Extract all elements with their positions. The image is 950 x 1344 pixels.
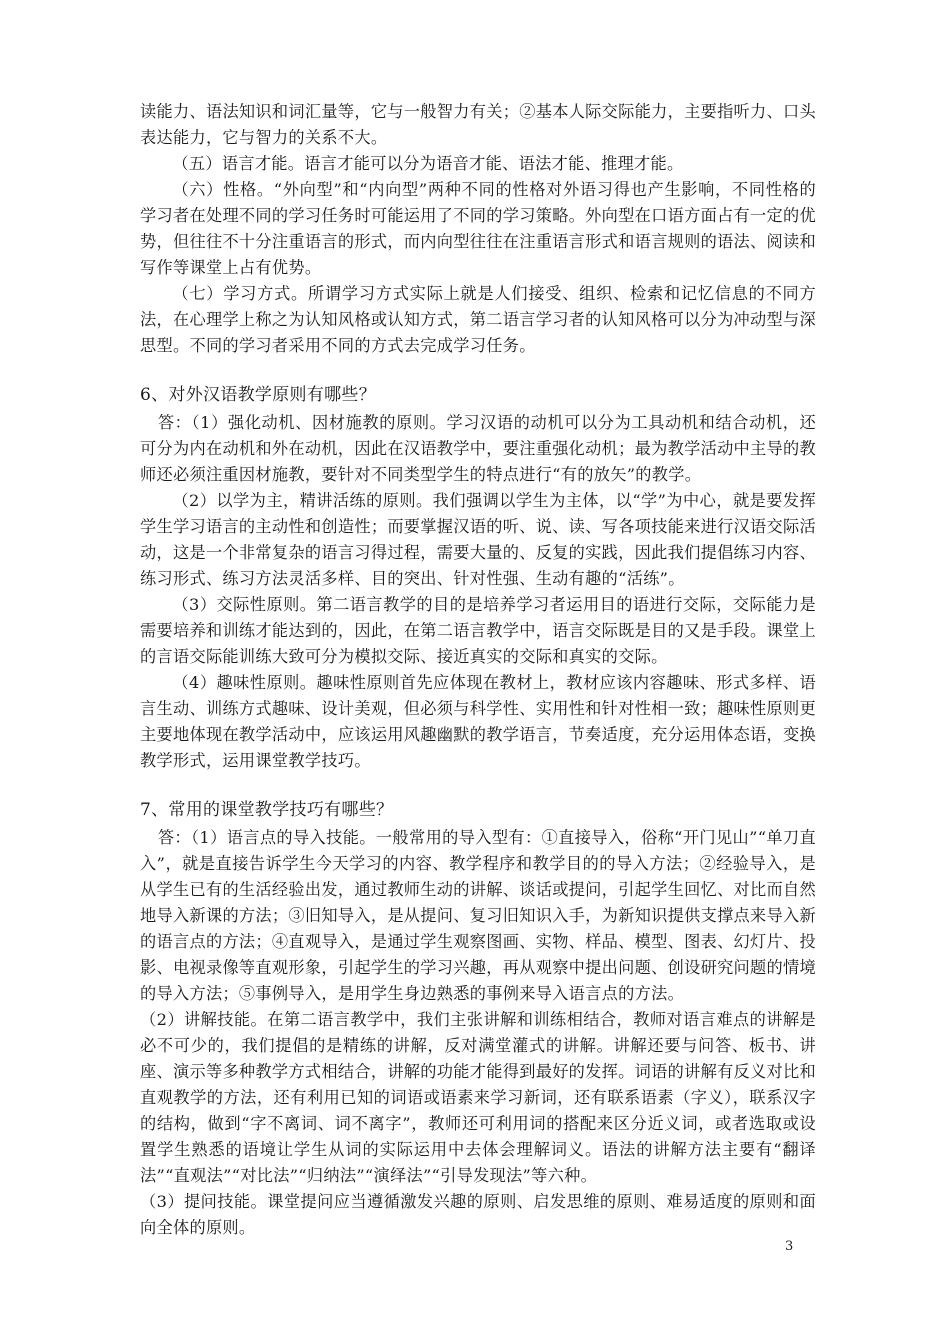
paragraph-intro-continuation: 读能力、语法知识和词汇量等，它与一般智力有关；②基本人际交际能力，主要指听力、口头表达能力，它与智力的关系不大。 (140, 102, 816, 147)
paragraph-q7-answer-2: （2）讲解技能。在第二语言教学中，我们主张讲解和训练相结合，教师对语言难点的讲解是必不可少的，我们提倡的是精练的讲解，反对满堂灌式的讲解。讲解还要与问答、板书、讲座、演示等多种教学方式相结合，讲解的功能才能得到最好的发挥。词语的讲解有反义对比和直观教学的方法，还有利用已知的词语或语素来学习新词，还有联系语素（字义），联系汉字的结构，做到“字不离词、词不离字”，教师还可利用词的搭配来区分近义词，或者选取或设置学生熟悉的语境让学生从词的实际运用中去体会理解词义。语法的讲解方法主要有“翻译法”“直观法”“对比法”“归纳法”“演绎法”“引导发现法”等六种。 (140, 1010, 816, 1185)
paragraph-q6-answer-1: 答：（1）强化动机、因材施教的原则。学习汉语的动机可以分为工具动机和结合动机，还可分为内在动机和外在动机，因此在汉语教学中，要注重强化动机；最为教学活动中主导的教师还必须注重因材施教，要针对不同类型学生的特点进行“有的放矢”的教学。 (140, 413, 816, 484)
paragraph-q7-answer-3: （3）提问技能。课堂提问应当遵循激发兴趣的原则、启发思维的原则、难易适度的原则和面向全体的原则。 (140, 1192, 816, 1237)
paragraph-q7-answer-1: 答：（1）语言点的导入技能。一般常用的导入型有：①直接导入，俗称“开门见山”“单刀直入”，就是直接告诉学生今天学习的内容、教学程序和教学目的的导入方法；②经验导入，是从学生已有的生活经验出发，通过教师生动的讲解、谈话或提问，引起学生回忆、对比而自然地导入新课的方法；③旧知导入，是从提问、复习旧知识入手，为新知识提供支撑点来导入新的语言点的方法；④直观导入，是通过学生观察图画、实物、样品、模型、图表、幻灯片、投影、电视录像等直观形象，引起学生的学习兴趣，再从观察中提出问题、创设研究问题的情境的导入方法；⑤事例导入，是用学生身边熟悉的事例来导入语言点的方法。 (140, 828, 816, 1003)
heading-question-6: 6、对外汉语教学原则有哪些？ (140, 385, 377, 405)
heading-question-7: 7、常用的课堂教学技巧有哪些？ (140, 800, 394, 820)
page-number: 3 (785, 1239, 794, 1254)
paragraph-language-aptitude: （五）语言才能。语言才能可以分为语音才能、语法才能、推理才能。 (172, 154, 684, 173)
paragraph-q6-answer-4: （4）趣味性原则。趣味性原则首先应体现在教材上，教材应该内容趣味、形式多样、语言生动、训练方式趣味、设计美观，但必须与科学性、实用性和针对性相一致；趣味性原则更主要地体现在教学活动中，应该运用风趣幽默的教学语言，节奏适度，充分运用体态语，变换教学形式，运用课堂教学技巧。 (140, 673, 816, 770)
page-content (140, 99, 816, 1241)
paragraph-learning-style: （七）学习方式。所谓学习方式实际上就是人们接受、组织、检索和记忆信息的不同方法，在心理学上称之为认知风格或认知方式，第二语言学习者的认知风格可以分为冲动型与深思型。不同的学习者采用不同的方式去完成学习任务。 (140, 284, 816, 355)
paragraph-q6-answer-3: （3）交际性原则。第二语言教学的目的是培养学习者运用目的语进行交际，交际能力是需要培养和训练才能达到的，因此，在第二语言教学中，语言交际既是目的又是手段。课堂上的言语交际能训练大致可分为模拟交际、接近真实的交际和真实的交际。 (140, 595, 816, 666)
paragraph-q6-answer-2: （2）以学为主，精讲活练的原则。我们强调以学生为主体，以“学”为中心，就是要发挥学生学习语言的主动性和创造性；而要掌握汉语的听、说、读、写各项技能来进行汉语交际活动，这是一个非常复杂的语言习得过程，需要大量的、反复的实践，因此我们提倡练习内容、练习形式、练习方法灵活多样、目的突出、针对性强、生动有趣的“活练”。 (140, 491, 816, 588)
paragraph-personality: （六）性格。“外向型”和“内向型”两种不同的性格对外语习得也产生影响，不同性格的学习者在处理不同的学习任务时可能运用了不同的学习策略。外向型在口语方面占有一定的优势，但往往不十分注重语言的形式，而内向型往往在注重语言形式和语言规则的语法、阅读和写作等课堂上占有优势。 (140, 180, 816, 277)
